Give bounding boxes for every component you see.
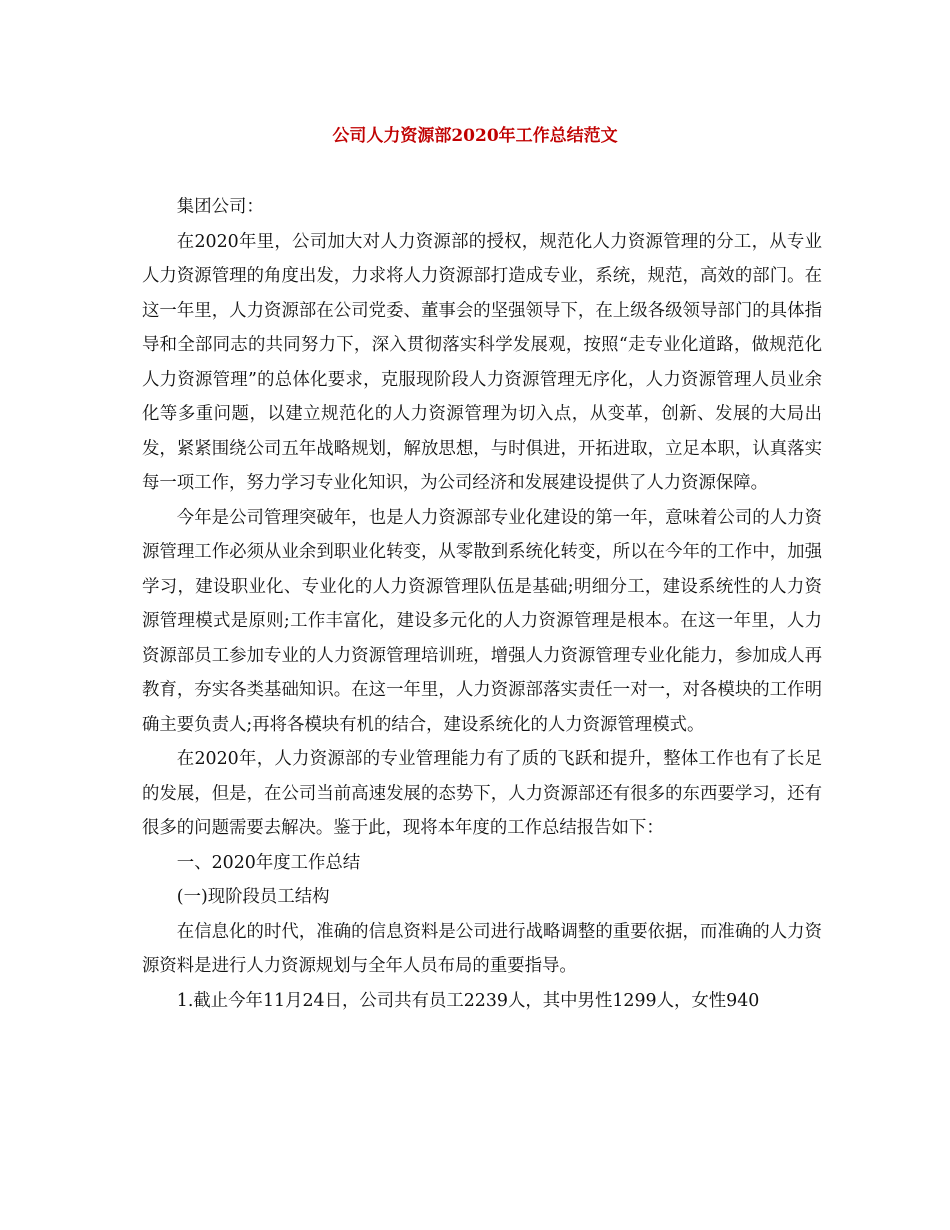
paragraph-info-era: 在信息化的时代，准确的信息资料是公司进行战略调整的重要依据，而准确的人力资源资料是进行人力资源规划与全年人员布局的重要指导。	[142, 921, 822, 976]
document-title: 公司人力资源部2020年工作总结范文	[332, 126, 618, 146]
subsection-heading: (一)现阶段员工结构	[176, 887, 330, 907]
paragraph-intro: 在2020年里，公司加大对人力资源部的授权，规范化人力资源管理的分工，从专业人力资源管理的角度出发，力求将人力资源部打造成专业，系统，规范，高效的部门。在这一年里，人力资源部在公司党委、董事会的坚强领导下，在上级各级领导部门的具体指导和全部同志的共同努力下，深入贯彻落实科学发展观，按照“走专业化道路，做规范化人力资源管理”的总体化要求，克服现阶段人力资源管理无序化，人力资源管理人员业余化等多重问题，以建立规范化的人力资源管理为切入点，从变革，创新、发展的大局出发，紧紧围绕公司五年战略规划，解放思想，与时俱进，开拓进取，立足本职，认真落实每一项工作，努力学习专业化知识，为公司经济和发展建设提供了人力资源保障。	[142, 231, 822, 493]
paragraph-breakthrough-year: 今年是公司管理突破年，也是人力资源部专业化建设的第一年，意味着公司的人力资源管理工作必须从业余到职业化转变，从零散到系统化转变，所以在今年的工作中，加强学习，建设职业化、专业化的人力资源管理队伍是基础;明细分工，建设系统性的人力资源管理模式是原则;工作丰富化，建设多元化的人力资源管理是根本。在这一年里，人力资源部员工参加专业的人力资源管理培训班，增强人力资源管理专业化能力，参加成人再教育，夯实各类基础知识。在这一年里，人力资源部落实责任一对一，对各模块的工作明确主要负责人;再将各模块有机的结合，建设系统化的人力资源管理模式。	[142, 507, 822, 735]
document-body	[142, 190, 822, 1018]
paragraph-staff-count: 1.截止今年11月24日，公司共有员工2239人，其中男性1299人，女性940	[176, 990, 760, 1011]
paragraph-summary-lead: 在2020年，人力资源部的专业管理能力有了质的飞跃和提升，整体工作也有了长足的发展，但是，在公司当前高速发展的态势下，人力资源部还有很多的东西要学习，还有很多的问题需要去解决。鉴于此，现将本年度的工作总结报告如下：	[142, 749, 822, 838]
section-heading: 一、2020年度工作总结	[176, 852, 361, 873]
salutation: 集团公司：	[176, 197, 264, 217]
